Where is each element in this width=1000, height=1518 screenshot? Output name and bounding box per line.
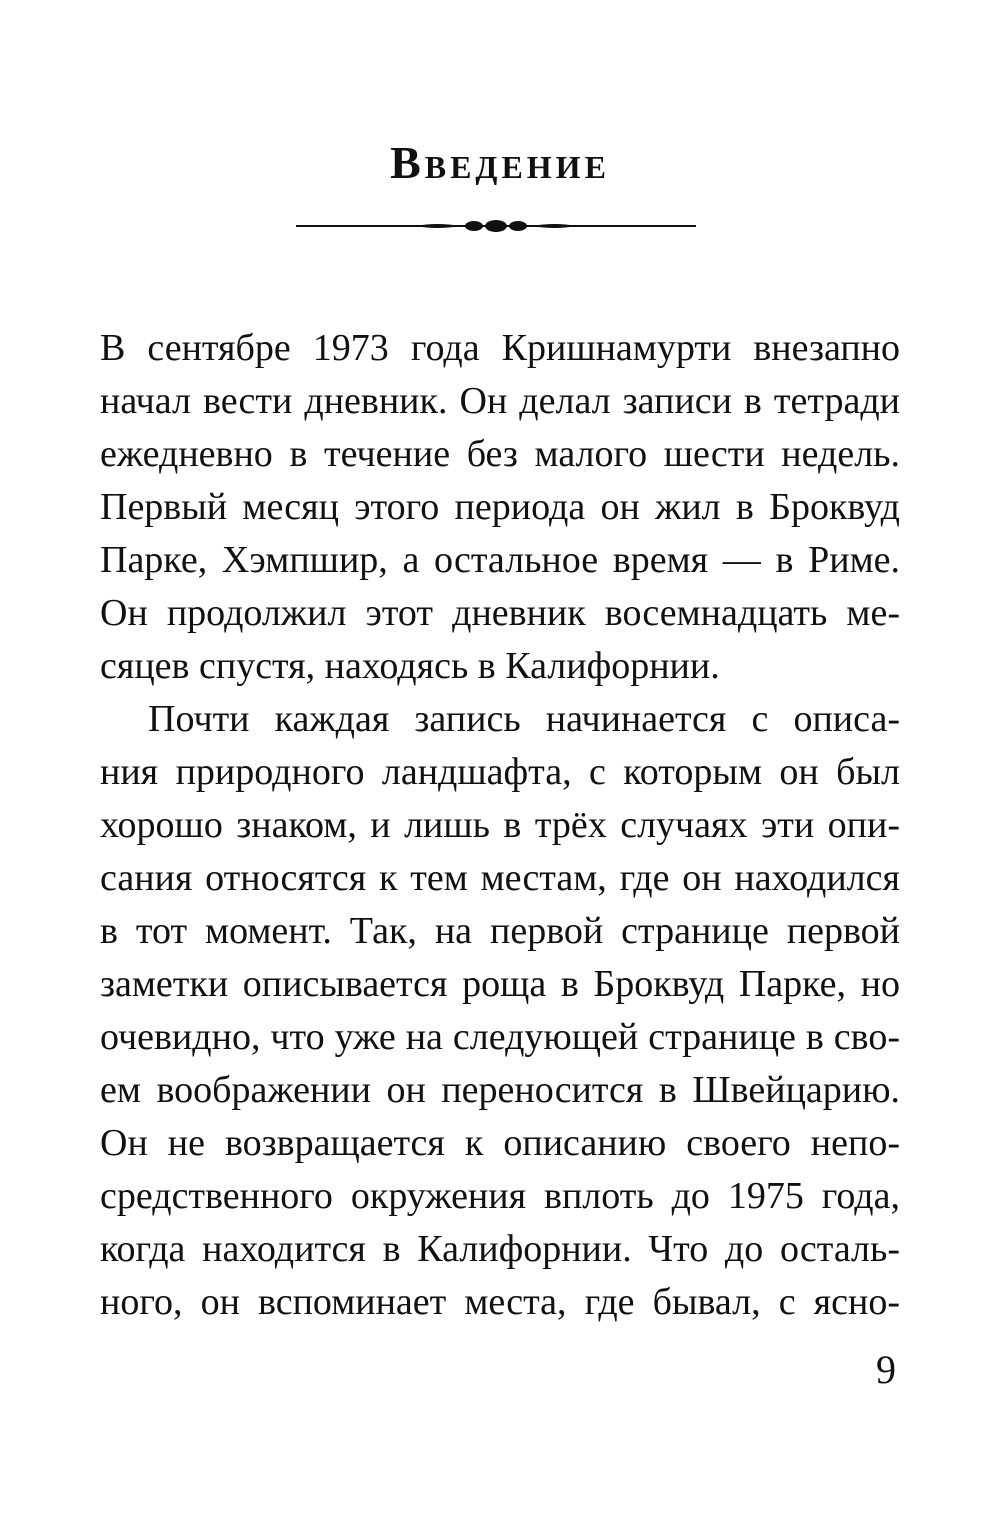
chapter-heading: Введение: [390, 137, 610, 188]
text-line: очевидно, что уже на следующей странице в сво-: [100, 1016, 900, 1058]
text-line: ем воображении он переносится в Швейцарию.: [100, 1069, 900, 1111]
text-line: Почти каждая запись начинается с описа-: [148, 698, 900, 740]
text-line: начал вести дневник. Он делал записи в тетради: [100, 380, 900, 422]
text-line: средственного окружения вплоть до 1975 года,: [100, 1175, 900, 1217]
text-line: в тот момент. Так, на первой странице первой: [100, 910, 900, 952]
text-line: сяцев спустя, находясь в Калифорнии.: [100, 645, 720, 687]
text-line: ежедневно в течение без малого шести недель.: [100, 433, 900, 475]
text-line: заметки описывается роща в Броквуд Парке, но: [100, 963, 900, 1005]
text-line: ного, он вспоминает места, где бывал, с ясно-: [100, 1281, 900, 1323]
ornament-divider-icon: [296, 214, 696, 238]
text-line: В сентябре 1973 года Кришнамурти внезапно: [100, 327, 900, 369]
text-line: Он продолжил этот дневник восемнадцать ме-: [100, 592, 900, 634]
text-line: ния природного ландшафта, с которым он был: [100, 751, 900, 793]
body-text: [100, 322, 900, 1329]
page-number: 9: [876, 1347, 896, 1392]
text-line: Первый месяц этого периода он жил в Броквуд: [100, 486, 900, 528]
text-line: когда находится в Калифорнии. Что до осталь-: [100, 1228, 900, 1270]
text-line: хорошо знаком, и лишь в трёх случаях эти опи-: [100, 804, 900, 846]
text-line: Парке, Хэмпшир, а остальное время — в Риме.: [100, 539, 900, 581]
text-line: сания относятся к тем местам, где он находился: [100, 857, 900, 899]
text-line: Он не возвращается к описанию своего непо-: [100, 1122, 900, 1164]
